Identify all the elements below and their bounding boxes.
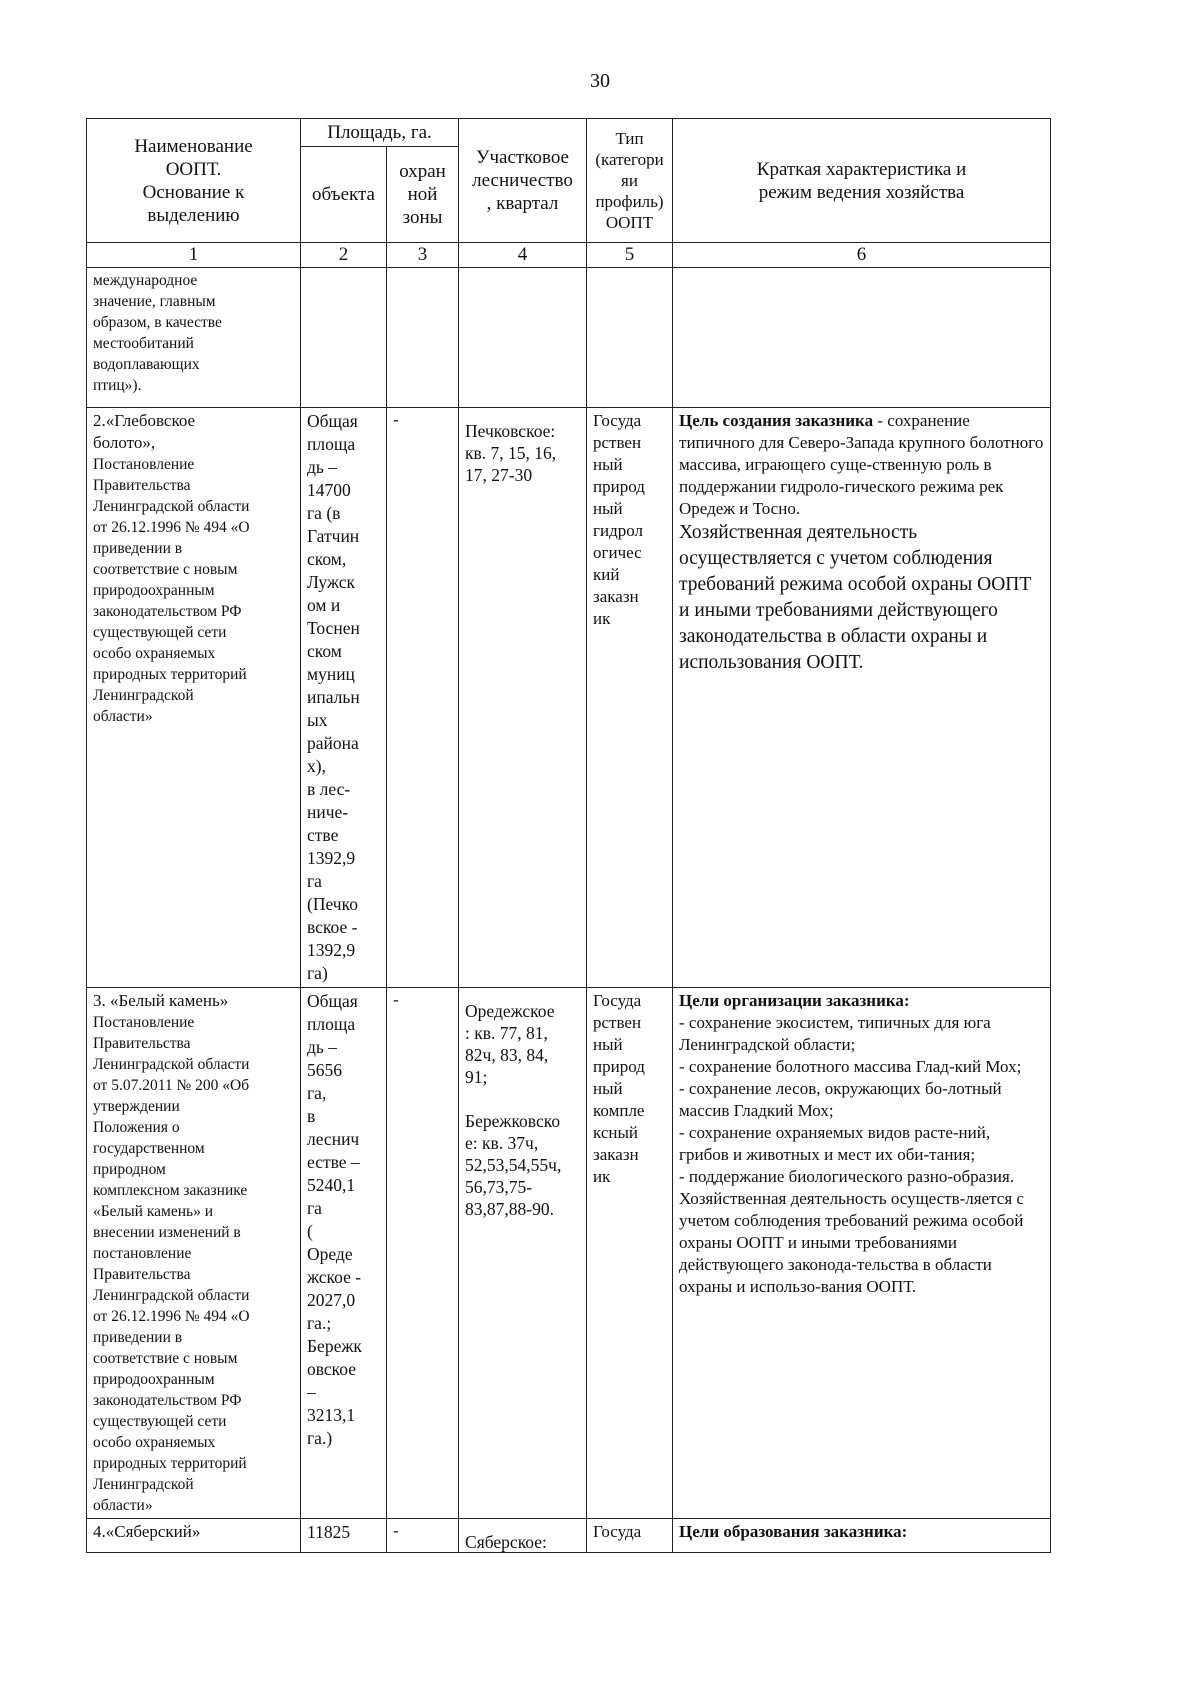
- object-area-cell: [301, 268, 387, 408]
- purpose-text: - сохранение типичного для Северо-Запада крупного болотного массива, играющего суще-ственную роль в поддержании гидроло-гического режима рек Оредеж и Тосно.: [679, 411, 1044, 518]
- column-number: 5: [587, 243, 673, 268]
- characteristics-cell: [673, 988, 1051, 1519]
- table-row: [87, 408, 1051, 988]
- object-area-cell: Общая площа дь – 5656 га, в леснич естве – 5240,1 га ( Ореде жское - 2027,0 га.; Бережк овское – 3213,1 га.): [301, 988, 387, 1519]
- oopt-basis-cell: [87, 268, 301, 408]
- goals-heading: Цели образования заказника:: [679, 1522, 908, 1541]
- column-number: 4: [459, 243, 587, 268]
- table-row: [87, 268, 1051, 408]
- type-cell: Госуда рствен ный природ ный компле ксный заказн ик: [587, 988, 673, 1519]
- oopt-name-cell: [87, 1519, 301, 1553]
- characteristics-cell: [673, 408, 1051, 988]
- header-name: Наименование ООПТ. Основание к выделению: [87, 119, 301, 243]
- table-row: [87, 988, 1051, 1519]
- object-area-cell: Общая площа дь – 14700 га (в Гатчин ском, Лужск ом и Тоснен ском муниц ипальн ых района х), в лес- ниче- стве 1392,9 га (Печко вское - 1392,9 га): [301, 408, 387, 988]
- header-type: Тип (категори яи профиль) ООПТ: [587, 119, 673, 243]
- object-area-cell: 11825: [301, 1519, 387, 1553]
- management-text: Хозяйственная деятельность осуществляется с учетом соблюдения требований режима особой охраны ООПТ и иными требованиями действующего законодательства в области охраны и использования ООПТ.: [679, 522, 1032, 673]
- header-characteristics: Краткая характеристика и режим ведения хозяйства: [673, 119, 1051, 243]
- oopt-basis-text: Постановление Правительства Ленинградской области от 5.07.2011 № 200 «Об утверждении Положения о государственном природном комплексном заказнике «Белый камень» и внесении изменений в постановление Правительства Ленинградской области от 26.12.1996 № 494 «О приведении в соответствие с новым природоохранным законодательством РФ существующей сети особо охраняемых природных территорий Ленинградской области»: [93, 1014, 250, 1514]
- oopt-basis-text: международное значение, главным образом, в качестве местообитаний водоплавающих птиц»).: [93, 272, 222, 394]
- forestry-cell: Сяберское:: [459, 1519, 587, 1553]
- type-cell: [587, 268, 673, 408]
- column-number: 1: [87, 243, 301, 268]
- goals-text: - сохранение экосистем, типичных для юга Ленинградской области; - сохранение болотного массива Глад-кий Мох; - сохранение лесов, окружающих бо-лотный массив Гладкий Мох; - сохранение охраняемых видов расте-ний, грибов и животных и мест их оби-тания; - поддержание биологического разно-образия. Хозяйственная деятельность осуществ-ляется с учетом соблюдения требований режима особой охраны ООПТ и иными требованиями действующего законода-тельства в области охраны и использо-вания ООПТ.: [679, 1013, 1024, 1296]
- type-cell: Госуда: [587, 1519, 673, 1553]
- buffer-area-cell: -: [387, 1519, 459, 1553]
- characteristics-cell: [673, 268, 1051, 408]
- oopt-table: [86, 118, 1051, 1553]
- forestry-cell: Печковское: кв. 7, 15, 16, 17, 27-30: [459, 408, 587, 988]
- oopt-name: 3. «Белый камень»: [93, 991, 229, 1010]
- oopt-name: 2.«Глебовское болото»,: [93, 411, 196, 452]
- goals-heading: Цели организации заказника:: [679, 991, 910, 1010]
- column-number: 2: [301, 243, 387, 268]
- header-area-group: Площадь, га.: [301, 119, 459, 147]
- forestry-cell: Оредежское : кв. 77, 81, 82ч, 83, 84, 91; Бережковско е: кв. 37ч, 52,53,54,55ч, 56,73,75- 83,87,88-90.: [459, 988, 587, 1519]
- buffer-area-cell: [387, 268, 459, 408]
- buffer-area-cell: -: [387, 988, 459, 1519]
- buffer-area-cell: -: [387, 408, 459, 988]
- oopt-basis-text: Постановление Правительства Ленинградской области от 26.12.1996 № 494 «О приведении в соответствие с новым природоохранным законодательством РФ существующей сети особо охраняемых природных территорий Ленинградской области»: [93, 456, 250, 725]
- column-number: 6: [673, 243, 1051, 268]
- table-row: [87, 1519, 1051, 1553]
- oopt-name-cell: [87, 408, 301, 988]
- oopt-name: 4.«Сяберский»: [93, 1522, 201, 1541]
- header-buffer-area: охран ной зоны: [387, 147, 459, 243]
- purpose-heading: Цель создания заказника: [679, 411, 874, 430]
- characteristics-cell: [673, 1519, 1051, 1553]
- header-object-area: объекта: [301, 147, 387, 243]
- column-number: 3: [387, 243, 459, 268]
- oopt-name-cell: [87, 988, 301, 1519]
- forestry-cell: [459, 268, 587, 408]
- type-cell: Госуда рствен ный природ ный гидрол огичес кий заказн ик: [587, 408, 673, 988]
- page-number: 30: [590, 70, 610, 92]
- header-forestry: Участковое лесничество , квартал: [459, 119, 587, 243]
